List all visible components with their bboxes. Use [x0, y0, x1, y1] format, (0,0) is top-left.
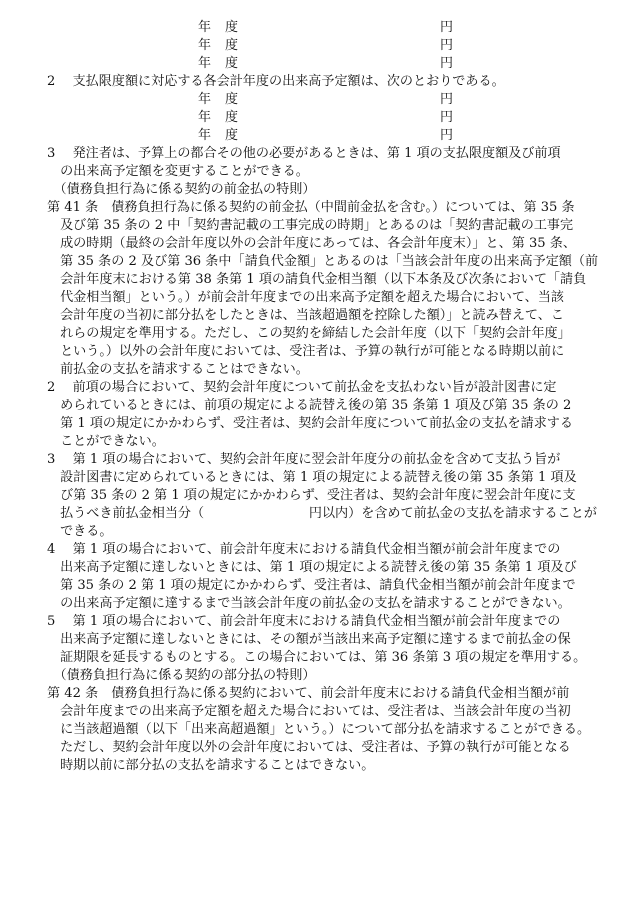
text-line: 4 第 1 項の場合において、前会計年度末における請負代金相当額が前会計年度までの: [47, 542, 561, 557]
year-label-suffix: 度: [225, 20, 239, 35]
year-label: 年: [198, 128, 212, 143]
year-label-suffix: 度: [225, 128, 239, 143]
text-line: 時期以前に部分払の支払を請求することはできない。: [47, 758, 375, 773]
yen-unit: 円: [440, 20, 454, 35]
year-label-suffix: 度: [225, 110, 239, 125]
text-line: 3 発注者は、予算上の都合その他の必要があるときは、第 1 項の支払限度額及び前項: [47, 146, 561, 161]
text-line: できる。: [47, 524, 113, 539]
text-line: ただし、契約会計年度以外の会計年度においては、受注者は、予算の執行が可能となる: [47, 740, 571, 755]
year-label: 年: [198, 92, 212, 107]
yen-unit: 円: [440, 56, 454, 71]
text-line: 出来高予定額に達しないときには、その額が当該出来高予定額に達するまで前払金の保: [47, 632, 571, 647]
text-line: 証期限を延長するものとする。この場合においては、第 36 条第 3 項の規定を準用する。: [47, 650, 587, 665]
text-line: という。）以外の会計年度においては、受注者は、予算の執行が可能となる時期以前に: [47, 344, 565, 359]
text-line: められているときには、前項の規定による読替え後の第 35 条第 1 項及び第 35 条の 2: [47, 398, 572, 413]
text-line: 払うべき前払金相当分（ 円以内）を含めて前払金の支払を請求することが: [47, 506, 597, 521]
article-heading-line: 第 41 条 債務負担行為に係る契約の前金払（中間前金払を含む。）については、第 35 条: [47, 200, 575, 215]
year-label-suffix: 度: [225, 56, 239, 71]
year-label: 年: [198, 110, 212, 125]
text-line: 前払金の支払を請求することはできない。: [47, 362, 309, 377]
text-line: に当該超過額（以下「出来高超過額」という。）について部分払を請求することができる。: [47, 722, 591, 737]
yen-unit: 円: [440, 110, 454, 125]
year-label: 年: [198, 20, 212, 35]
text-line: び第 35 条の 2 第 1 項の規定にかかわらず、受注者は、契約会計年度に翌会計年度に支: [47, 488, 576, 503]
article-heading-line: 第 42 条 債務負担行為に係る契約において、前会計年度末における請負代金相当額が前: [47, 686, 570, 701]
text-line: の出来高予定額に達するまで当該会計年度の前払金の支払を請求することができない。: [47, 596, 571, 611]
year-label-suffix: 度: [225, 92, 239, 107]
yen-unit: 円: [440, 92, 454, 107]
text-line: 2 前項の場合において、契約会計年度について前払金を支払わない旨が設計図書に定: [47, 380, 557, 395]
text-line: 出来高予定額に達しないときには、第 1 項の規定による読替え後の第 35 条第 1 項及び: [47, 560, 577, 575]
text-line: 及び第 35 条の 2 中「契約書記載の工事完成の時期」とあるのは「契約書記載の工事完: [47, 218, 574, 233]
yen-unit: 円: [440, 38, 454, 53]
yen-unit: 円: [440, 128, 454, 143]
text-line: 会計年度までの出来高予定額を超えた場合においては、受注者は、当該会計年度の当初: [47, 704, 571, 719]
text-line: の出来高予定額を変更することができる。: [47, 164, 309, 179]
text-line: 代金相当額」という。）が前会計年度までの出来高予定額を超えた場合において、当該: [47, 290, 564, 305]
year-label-suffix: 度: [225, 38, 239, 53]
year-label: 年: [198, 56, 212, 71]
text-line: 成の時期（最終の会計年度以外の会計年度にあっては、各会計年度末）」と、第 35 条、: [47, 236, 576, 251]
text-line: 2 支払限度額に対応する各会計年度の出来高予定額は、次のとおりである。: [47, 74, 505, 89]
text-line: 会計年度末における第 38 条第 1 項の請負代金相当額（以下本条及び次条において「請負: [47, 272, 587, 287]
text-line: 第 35 条の 2 及び第 36 条中「請負代金額」とあるのは「当該会計年度の出来高予定額（前: [47, 254, 599, 269]
text-line: 第 35 条の 2 第 1 項の規定にかかわらず、受注者は、請負代金相当額が前会計年度まで: [47, 578, 576, 593]
text-line: 3 第 1 項の場合において、契約会計年度に翌会計年度分の前払金を含めて支払う旨が: [47, 452, 561, 467]
text-line: れらの規定を準用する。ただし、この契約を締結した会計年度（以下「契約会計年度」: [47, 326, 571, 341]
year-label: 年: [198, 38, 212, 53]
text-line: 会計年度の当初に部分払をしたときは、当該超過額を控除した額）」と読み替えて、こ: [47, 308, 564, 323]
text-line: 第 1 項の規定にかかわらず、受注者は、契約会計年度について前払金の支払を請求する: [47, 416, 573, 431]
section-heading: （債務負担行為に係る契約の前金払の特則）: [47, 182, 316, 197]
text-line: 設計図書に定められているときには、第 1 項の規定による読替え後の第 35 条第 1 項及: [47, 470, 577, 485]
text-line: ことができない。: [47, 434, 165, 449]
section-heading: （債務負担行為に係る契約の部分払の特則）: [47, 668, 316, 683]
text-line: 5 第 1 項の場合において、前会計年度末における請負代金相当額が前会計年度までの: [47, 614, 561, 629]
